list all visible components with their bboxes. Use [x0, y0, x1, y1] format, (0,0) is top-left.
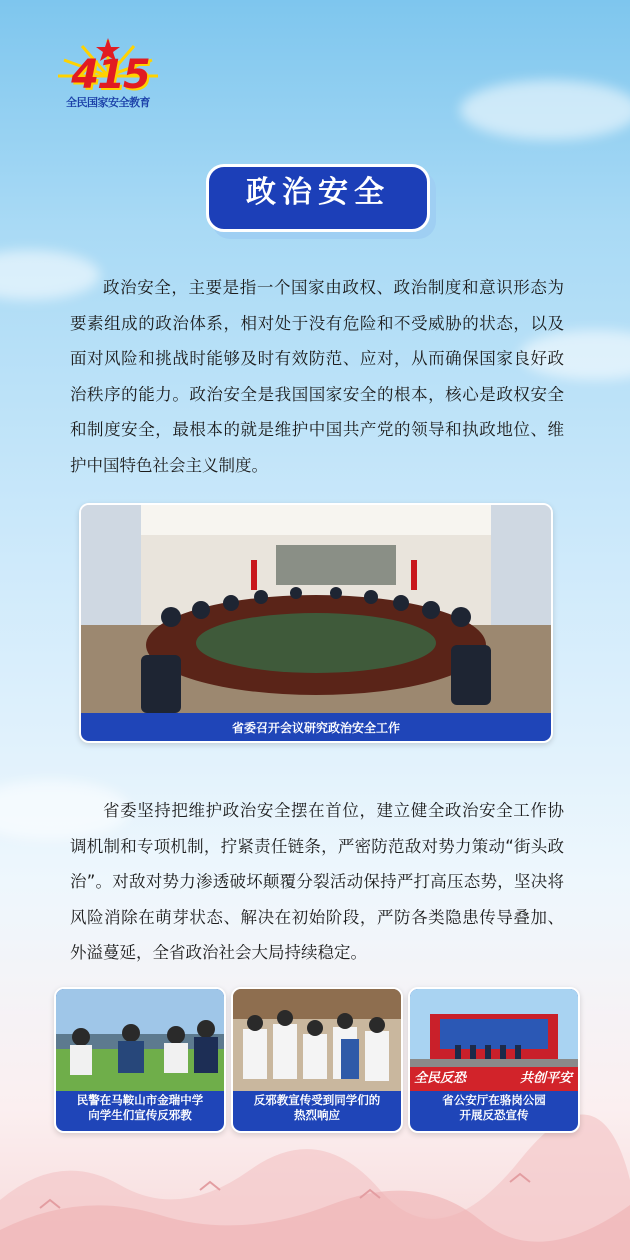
meeting-photo-caption: 省委召开会议研究政治安全工作 [231, 721, 400, 735]
intro-paragraph: 政治安全，主要是指一个国家由政权、政治制度和意识形态为要素组成的政治体系，相对处于没有危险和不受威胁的状态，以及面对风险和挑战时能够及时有效防范、应对，从而确保国家良好政治秩序的能力。政治安全是我国国家安全的根本，核心是政权安全和制度安全，最根本的就是维护中国共产党的领导和执政地位、维护中国特色社会主义制度。 [70, 278, 564, 475]
police-students-image [56, 989, 224, 1091]
antiterror-park-caption [410, 1093, 578, 1123]
caption-line-2: 向学生们宣传反邪教 [88, 1108, 192, 1122]
meeting-room-image [81, 505, 551, 713]
caption-line-1: 民警在马鞍山市金瑞中学 [76, 1093, 204, 1107]
cloud-decoration [460, 80, 630, 140]
antiterror-banner [410, 1069, 578, 1089]
photo-card-students-response [231, 987, 403, 1133]
photo-card-police-school [54, 987, 226, 1133]
banner-text-right: 共创平安 [519, 1071, 572, 1086]
caption-line-1: 省公安厅在骆岗公园 [442, 1093, 546, 1107]
caption-line-2: 热烈响应 [294, 1108, 340, 1122]
measures-paragraph: 省委坚持把维护政治安全摆在首位，建立健全政治安全工作协调机制和专项机制，拧紧责任链条，严密防范敌对势力策动“街头政治”。对敌对势力渗透破坏颠覆分裂活动保持严打高压态势，坚决将风险消除在萌芽状态、解决在初始阶段，严防各类隐患传导叠加、外溢蔓延，全省政治社会大局持续稳定。 [70, 801, 564, 962]
students-response-caption [233, 1093, 401, 1123]
banner-text-left: 全民反恐 [414, 1071, 467, 1086]
police-school-caption [56, 1093, 224, 1123]
section-title-banner [206, 164, 430, 232]
logo-number: 415 [71, 52, 149, 98]
national-security-education-logo [52, 36, 164, 112]
caption-line-2: 开展反恐宣传 [459, 1108, 529, 1122]
page-title: 政治安全 [246, 175, 390, 210]
logo-tagline: 全民国家安全教育 [66, 96, 150, 109]
caption-line-1: 反邪教宣传受到同学们的 [253, 1093, 381, 1107]
meeting-photo [79, 503, 553, 743]
cheering-students-image [233, 989, 401, 1091]
photo-card-antiterror-park [408, 987, 580, 1133]
